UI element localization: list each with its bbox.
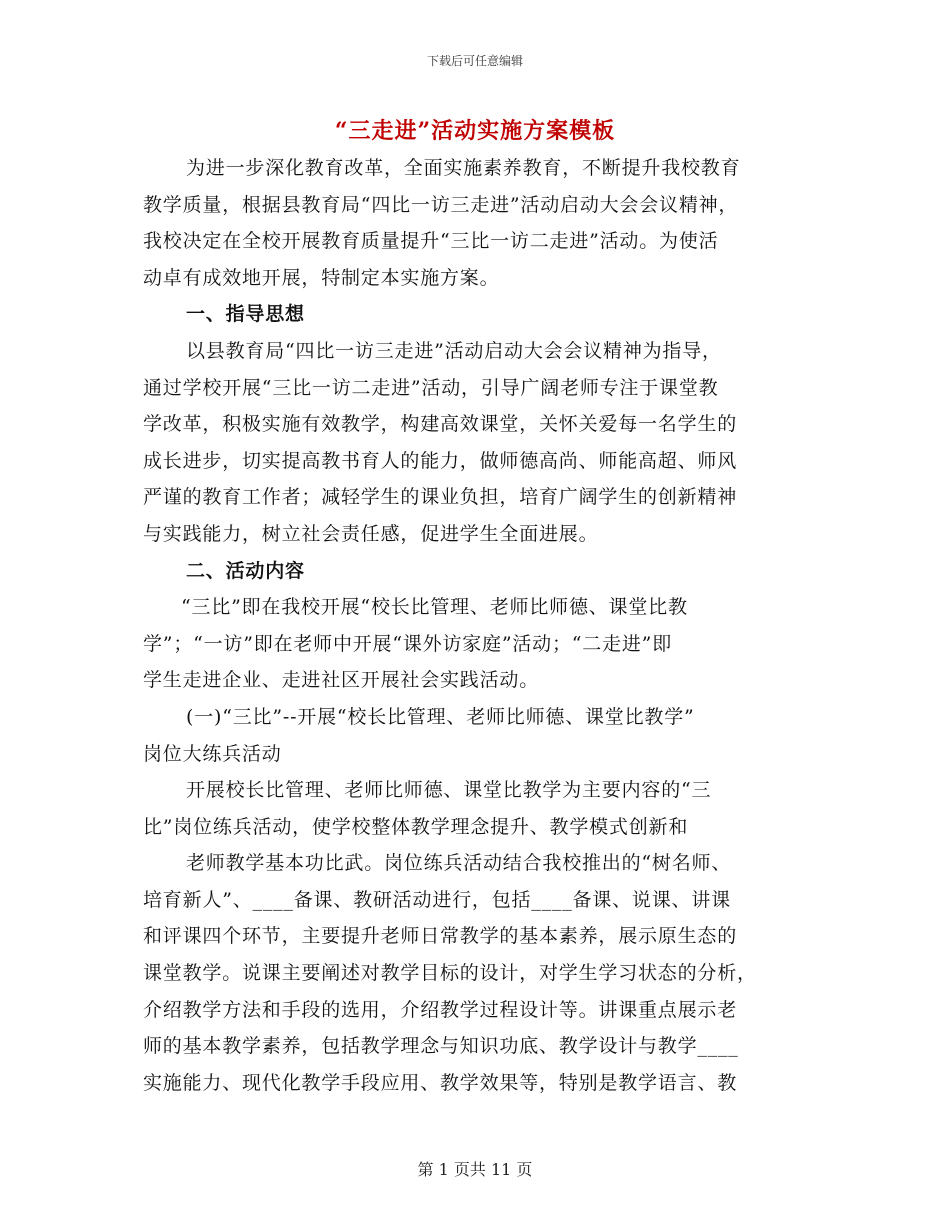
header-note: 下载后可任意编辑 xyxy=(426,54,523,68)
document-body xyxy=(143,150,808,1101)
paragraph-line: “三比”即在我校开展“校长比管理、老师比师德、课堂比教 xyxy=(181,596,688,619)
paragraph-line: 以县教育局“四比一访三走进”活动启动大会会议精神为指导， xyxy=(186,339,722,362)
paragraph-line: 与实践能力，树立社会责任感，促进学生全面进展。 xyxy=(143,522,599,545)
paragraph-line: 学生走进企业、走进社区开展社会实践活动。 xyxy=(143,669,540,692)
paragraph-line: 课堂教学。说课主要阐述对教学目标的设计，对学生学习状态的分析， xyxy=(143,962,757,985)
paragraph-line: 介绍教学方法和手段的选用，介绍教学过程设计等。讲课重点展示老 xyxy=(143,998,738,1021)
paragraph-line: 通过学校开展“三比一访二走进”活动，引导广阔老师专注于课堂教 xyxy=(143,376,719,399)
paragraph-line: 学改革，积极实施有效教学，构建高效课堂，关怀关爱每一名学生的 xyxy=(143,413,738,436)
paragraph-line: 学”；“一访”即在老师中开展“课外访家庭”活动；“二走进”即 xyxy=(143,632,672,655)
paragraph-line: 教学质量，根据县教育局“四比一访三走进”活动启动大会会议精神， xyxy=(143,193,739,216)
section-heading: 二、活动内容 xyxy=(186,559,305,582)
paragraph-line: 实施能力、现代化教学手段应用、教学效果等，特别是教学语言、教 xyxy=(143,1071,738,1094)
paragraph-line: 师的基本教学素养，包括教学理念与知识功底、教学设计与教学____ xyxy=(143,1035,739,1058)
document-title: “三走进”活动实施方案模板 xyxy=(334,118,616,144)
paragraph-line: 严谨的教育工作者；减轻学生的课业负担，培育广阔学生的创新精神 xyxy=(143,486,738,509)
paragraph-line: 培育新人”、____备课、教研活动进行，包括____备课、说课、讲课 xyxy=(143,888,731,911)
paragraph-line: 开展校长比管理、老师比师德、课堂比教学为主要内容的“三 xyxy=(186,779,712,802)
paragraph-line: 为进一步深化教育改革，全面实施素养教育，不断提升我校教育 xyxy=(186,157,741,179)
paragraph-line: 岗位大练兵活动 xyxy=(143,742,282,765)
paragraph-line: 动卓有成效地开展，特制定本实施方案。 xyxy=(143,266,500,289)
subsection-heading: (一)“三比”--开展“校长比管理、老师比师德、课堂比教学” xyxy=(186,705,695,728)
page-footer: 第 1 页共 11 页 xyxy=(417,1160,533,1179)
paragraph-line: 成长进步，切实提高教书育人的能力，做师德高尚、师能高超、师风 xyxy=(143,449,738,472)
paragraph-line: 老师教学基本功比武。岗位练兵活动结合我校推出的“树名师、 xyxy=(186,852,732,875)
section-heading: 一、指导思想 xyxy=(186,303,305,326)
paragraph-line: 我校决定在全校开展教育质量提升“三比一访二走进”活动。为使活 xyxy=(143,230,719,253)
paragraph-line: 比”岗位练兵活动，使学校整体教学理念提升、教学模式创新和 xyxy=(143,815,689,838)
paragraph-line: 和评课四个环节，主要提升老师日常教学的基本素养，展示原生态的 xyxy=(143,925,738,948)
